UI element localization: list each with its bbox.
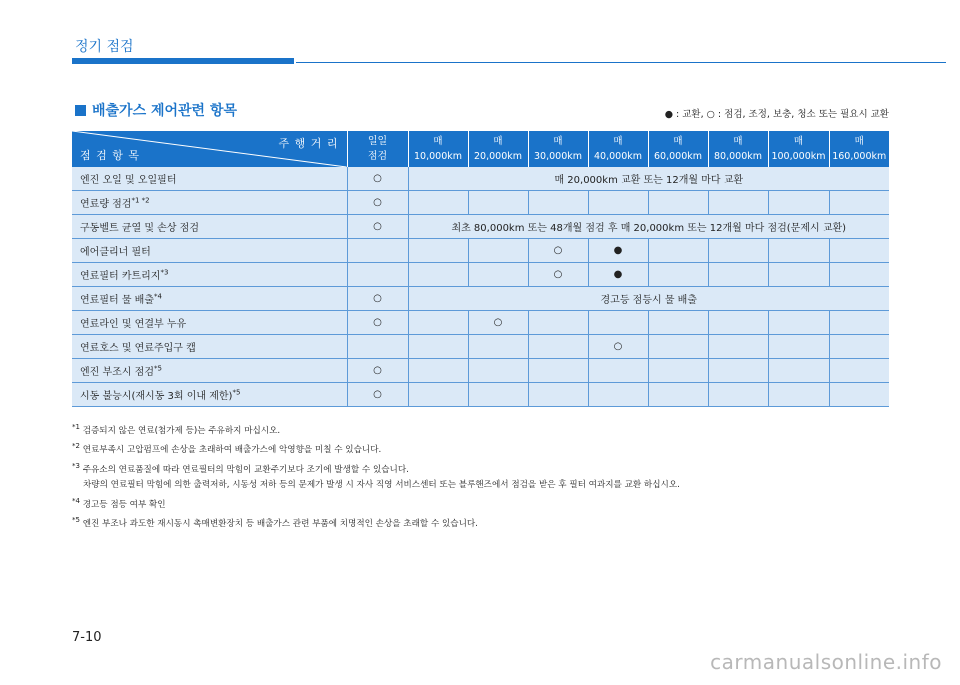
row-item-footnote-ref: *5	[153, 364, 162, 373]
header-interval-top: 매	[854, 136, 864, 147]
header-interval-top: 매	[793, 136, 804, 147]
cell-interval	[528, 383, 588, 407]
header-interval	[528, 131, 588, 167]
cell-interval	[468, 263, 528, 287]
cell-interval: ○	[588, 335, 648, 359]
table-row	[72, 359, 889, 383]
row-item	[72, 311, 347, 335]
cell-interval	[708, 383, 768, 407]
header-daily-bottom: 점검	[367, 151, 388, 162]
cell-interval	[708, 359, 768, 383]
row-item	[72, 263, 347, 287]
cell-interval	[768, 335, 829, 359]
row-item	[72, 215, 347, 239]
table-row	[72, 167, 889, 191]
cell-interval	[408, 311, 468, 335]
header-interval-bottom: 160,000km	[832, 151, 887, 162]
cell-interval	[829, 335, 889, 359]
header-daily-top: 일일	[367, 136, 388, 147]
header-interval	[408, 131, 468, 167]
cell-interval	[648, 239, 708, 263]
footnote-mark: *5	[72, 515, 80, 524]
footnote-mark: *4	[72, 496, 80, 505]
cell-interval	[528, 191, 588, 215]
cell-interval	[408, 263, 468, 287]
cell-interval	[528, 335, 588, 359]
header-interval-bottom: 40,000km	[594, 151, 642, 162]
footnote-mark: *2	[72, 442, 80, 451]
header-interval-top: 매	[613, 136, 623, 147]
cell-interval	[829, 311, 889, 335]
header-interval-top: 매	[733, 136, 743, 147]
cell-interval	[468, 335, 528, 359]
row-item	[72, 239, 347, 263]
cell-interval	[408, 239, 468, 263]
header-interval	[588, 131, 648, 167]
header-interval-bottom: 60,000km	[654, 151, 702, 162]
header-bar-thin	[296, 62, 946, 63]
cell-interval	[768, 311, 829, 335]
row-item-label: 연료필터 카트리지	[80, 271, 161, 282]
footnote	[72, 459, 932, 478]
footnote	[72, 494, 932, 513]
page-number: 7-10	[72, 630, 102, 645]
cell-interval	[588, 191, 648, 215]
row-item-footnote-ref: *1 *2	[131, 196, 150, 205]
cell-interval	[768, 359, 829, 383]
cell-interval	[708, 263, 768, 287]
row-item	[72, 383, 347, 407]
cell-interval	[708, 335, 768, 359]
cell-interval	[408, 359, 468, 383]
cell-interval	[708, 191, 768, 215]
cell-interval	[468, 359, 528, 383]
header-daily	[347, 131, 408, 167]
maintenance-table	[72, 131, 889, 407]
row-item-label: 엔진 오일 및 오일필터	[80, 175, 177, 186]
row-item-label: 에어클리너 필터	[80, 247, 151, 258]
cell-interval: ○	[528, 239, 588, 263]
row-item-label: 연료라인 및 연결부 누유	[80, 319, 187, 330]
footnote-mark: *1	[72, 423, 80, 431]
row-item	[72, 167, 347, 191]
cell-interval	[648, 311, 708, 335]
cell-span-note: 경고등 점등시 물 배출	[408, 287, 889, 311]
header-interval-top: 매	[553, 136, 563, 147]
table-row	[72, 311, 889, 335]
row-item	[72, 335, 347, 359]
footnote-text: 차량의 연료필터 막힘에 의한 출력저하, 시동성 저하 등의 문제가 발생 시 자사 직영 서비스센터 또는 블루핸즈에서 점검을 받은 후 필터 여과지를 교환 하십시오.	[83, 480, 680, 491]
cell-interval	[588, 311, 648, 335]
row-item-footnote-ref: *5	[232, 388, 241, 397]
cell-interval	[648, 191, 708, 215]
watermark: carmanualsonline.info	[710, 650, 942, 674]
row-item-footnote-ref: *3	[160, 268, 169, 277]
header-interval	[468, 131, 528, 167]
cell-interval	[588, 359, 648, 383]
corner-label-distance: 주 행 거 리	[278, 137, 339, 150]
row-item-footnote-ref: *4	[153, 292, 162, 301]
header-interval-bottom: 30,000km	[534, 151, 582, 162]
table-row	[72, 191, 889, 215]
header-interval-top: 매	[493, 136, 503, 147]
cell-daily: ○	[347, 191, 408, 215]
cell-interval	[829, 383, 889, 407]
footnote-text: 검증되지 않은 연료(첨가제 등)는 주유하지 마십시오.	[82, 425, 281, 436]
cell-interval	[648, 335, 708, 359]
row-item-label: 연료호스 및 연료주입구 캡	[80, 343, 196, 354]
cell-interval	[588, 383, 648, 407]
header-interval-top: 매	[673, 136, 683, 147]
cell-daily: ○	[347, 167, 408, 191]
header-interval-bottom: 80,000km	[714, 151, 762, 162]
footnote	[72, 439, 932, 458]
cell-interval	[468, 383, 528, 407]
cell-interval: ●	[588, 263, 648, 287]
cell-interval: ○	[468, 311, 528, 335]
cell-interval: ○	[528, 263, 588, 287]
table-row	[72, 239, 889, 263]
cell-interval	[648, 383, 708, 407]
cell-interval	[528, 311, 588, 335]
cell-interval	[829, 191, 889, 215]
cell-interval	[768, 239, 829, 263]
cell-interval	[829, 239, 889, 263]
header-bar-thick	[72, 58, 294, 64]
header-interval	[829, 131, 889, 167]
cell-interval	[829, 263, 889, 287]
header-interval-top: 매	[433, 136, 443, 147]
corner-label-items: 점 검 항 목	[80, 149, 140, 162]
cell-interval	[648, 359, 708, 383]
cell-span-note: 최초 80,000km 또는 48개월 점검 후 매 20,000km 또는 12개월 마다 점검(문제시 교환)	[408, 215, 889, 239]
row-item	[72, 191, 347, 215]
table-row	[72, 383, 889, 407]
header-interval	[768, 131, 829, 167]
cell-interval	[408, 191, 468, 215]
cell-daily: ○	[347, 383, 408, 407]
table-row	[72, 287, 889, 311]
cell-daily	[347, 239, 408, 263]
section-square-icon	[75, 105, 86, 116]
row-item-label: 시동 불능시(재시동 3회 이내 제한)	[80, 391, 233, 402]
cell-span-note: 매 20,000km 교환 또는 12개월 마다 교환	[408, 167, 889, 191]
section-title-text: 배출가스 제어관련 항목	[92, 103, 237, 119]
table-body	[72, 167, 889, 407]
row-item	[72, 287, 347, 311]
cell-interval	[468, 239, 528, 263]
header-interval	[648, 131, 708, 167]
table-row	[72, 263, 889, 287]
footnote	[72, 478, 932, 494]
table-row	[72, 335, 889, 359]
footnote-text: 경고등 점등 여부 확인	[82, 499, 166, 510]
header-interval-bottom: 10,000km	[414, 151, 462, 162]
footnote	[72, 513, 932, 532]
row-item-label: 구동벨트 균열 및 손상 점검	[80, 223, 199, 234]
footnote-mark: *3	[72, 461, 80, 470]
page-header-title: 정기 점검	[75, 39, 134, 55]
footnote-text: 주유소의 연료품질에 따라 연료필터의 막힘이 교환주기보다 조기에 발생할 수 있습니다.	[82, 464, 409, 475]
cell-interval	[708, 239, 768, 263]
cell-interval	[468, 191, 528, 215]
cell-daily	[347, 263, 408, 287]
footnote	[72, 420, 932, 439]
cell-daily: ○	[347, 311, 408, 335]
cell-interval	[408, 335, 468, 359]
footnote-text: 연료부족시 고압펌프에 손상을 초래하여 배출가스에 악영향을 미칠 수 있습니다.	[82, 445, 382, 456]
legend: ● : 교환, ○ : 점검, 조정, 보충, 청소 또는 필요시 교환	[664, 109, 889, 120]
header-interval-bottom: 20,000km	[474, 151, 522, 162]
header-interval	[708, 131, 768, 167]
cell-interval: ●	[588, 239, 648, 263]
cell-daily	[347, 335, 408, 359]
header-interval-bottom: 100,000km	[771, 151, 826, 162]
cell-interval	[768, 263, 829, 287]
footnote-text: 엔진 부조나 과도한 재시동시 촉매변환장치 등 배출가스 관련 부품에 치명적인 손상을 초래할 수 있습니다.	[82, 518, 478, 529]
cell-interval	[829, 359, 889, 383]
cell-interval	[408, 383, 468, 407]
corner-header	[72, 131, 347, 167]
cell-daily: ○	[347, 215, 408, 239]
row-item	[72, 359, 347, 383]
table-row	[72, 215, 889, 239]
row-item-label: 엔진 부조시 점검	[80, 367, 154, 378]
cell-daily: ○	[347, 359, 408, 383]
cell-interval	[648, 263, 708, 287]
cell-interval	[768, 191, 829, 215]
row-item-label: 연료량 점검	[80, 199, 132, 210]
cell-daily: ○	[347, 287, 408, 311]
cell-interval	[528, 359, 588, 383]
table-header-row	[72, 131, 889, 167]
cell-interval	[768, 383, 829, 407]
cell-interval	[708, 311, 768, 335]
footnotes	[72, 420, 932, 532]
section-title	[75, 100, 237, 120]
row-item-label: 연료필터 물 배출	[80, 295, 154, 306]
